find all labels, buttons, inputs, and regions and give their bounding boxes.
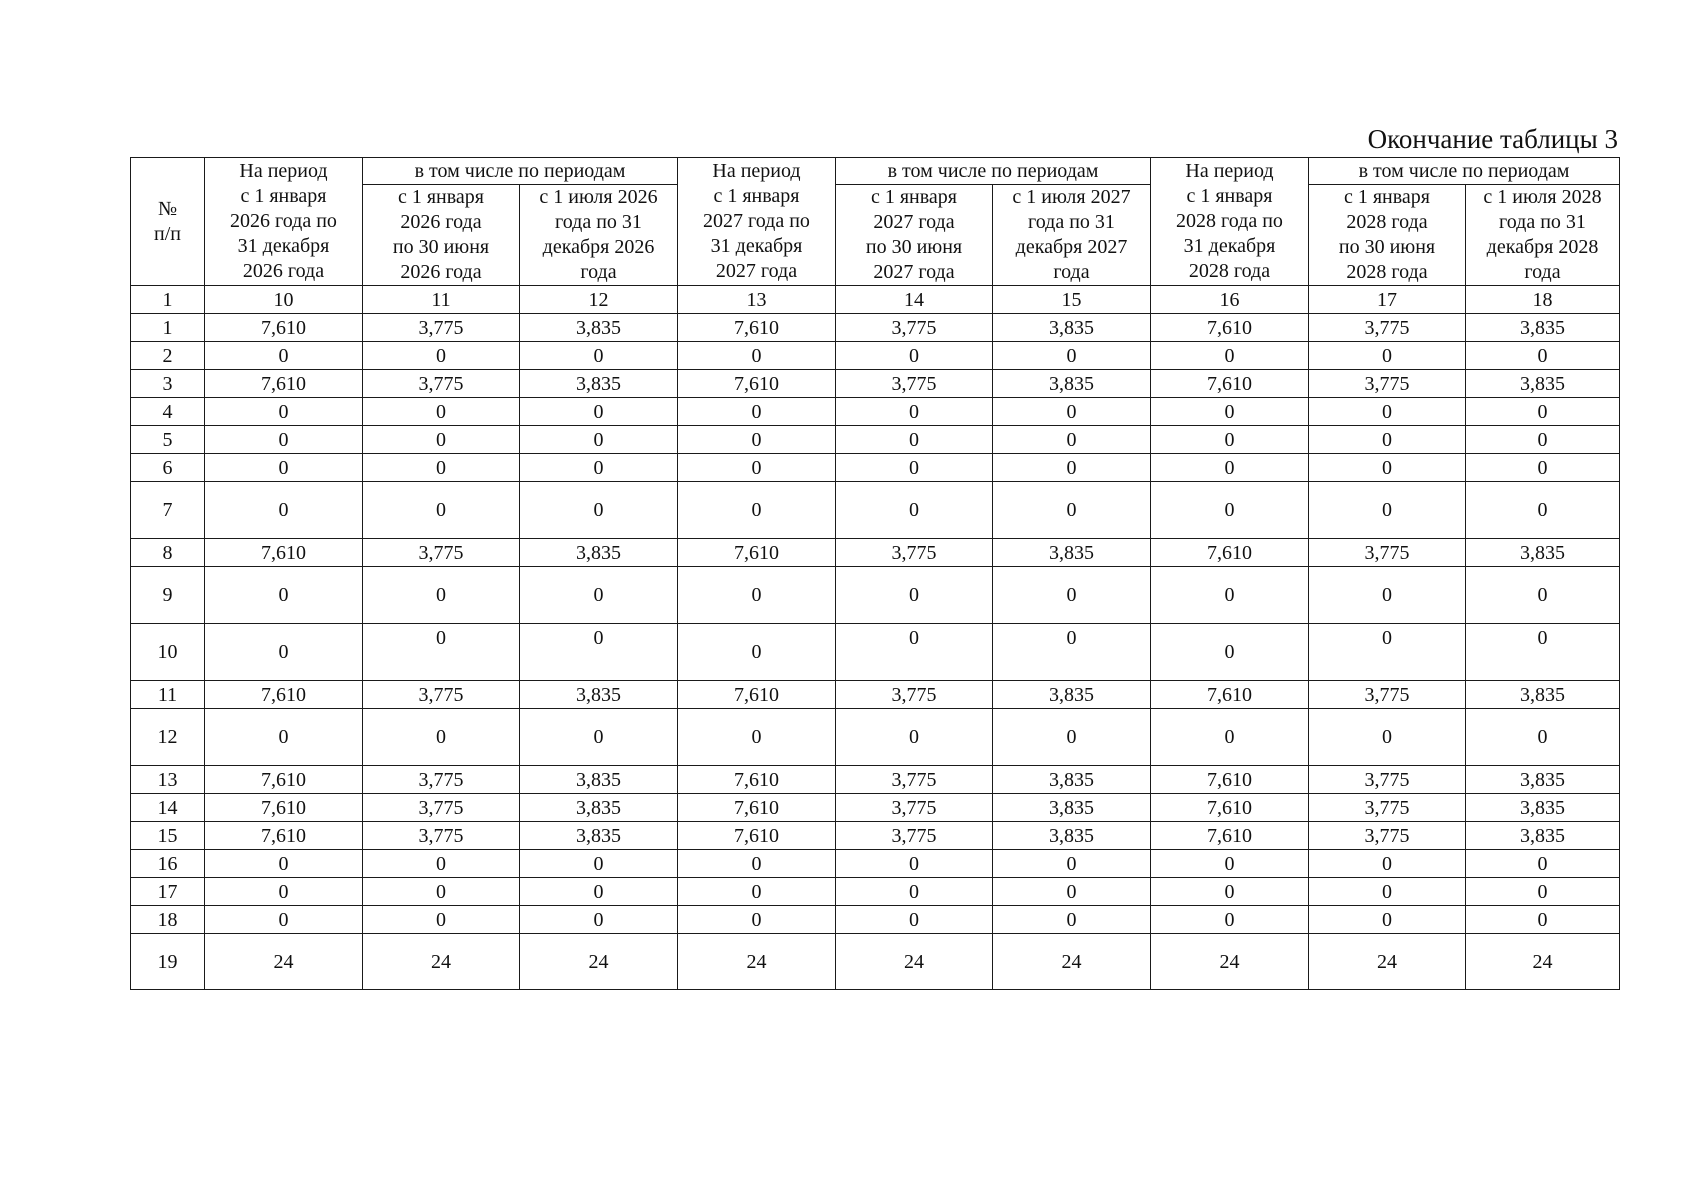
value-cell: 3,835 [520,681,678,709]
value-cell: 0 [678,454,836,482]
row-number-cell: 4 [131,398,205,426]
value-cell: 0 [520,624,678,681]
value-cell: 0 [1466,567,1620,624]
value-cell: 7,610 [1151,822,1309,850]
value-cell: 7,610 [205,681,363,709]
value-cell: 24 [1309,934,1466,990]
value-cell: 7,610 [1151,766,1309,794]
value-cell: 0 [363,454,520,482]
value-cell: 0 [520,850,678,878]
value-cell: 3,835 [520,539,678,567]
row-number-cell: 3 [131,370,205,398]
value-cell: 0 [520,426,678,454]
value-cell: 7,610 [205,794,363,822]
value-cell: 0 [520,454,678,482]
column-number: 15 [993,286,1151,314]
breakdown-2028-header: в том числе по периодам [1309,158,1620,185]
table-row [131,624,1620,681]
value-cell: 0 [836,482,993,539]
value-cell: 0 [1466,426,1620,454]
value-cell: 0 [836,850,993,878]
value-cell: 0 [363,906,520,934]
table-row [131,314,1620,342]
h2-2026-header: с 1 июля 2026 года по 31 декабря 2026 года [520,185,678,286]
value-cell: 3,775 [1309,822,1466,850]
value-cell: 7,610 [205,766,363,794]
period-2027-header: На период с 1 января 2027 года по 31 декабря 2027 года [678,158,836,286]
value-cell: 0 [993,426,1151,454]
value-cell: 7,610 [1151,370,1309,398]
row-number-cell: 11 [131,681,205,709]
value-cell: 0 [993,482,1151,539]
value-cell: 0 [1466,906,1620,934]
value-cell: 0 [205,454,363,482]
value-cell: 0 [836,624,993,681]
value-cell: 7,610 [205,822,363,850]
value-cell: 3,835 [993,681,1151,709]
value-cell: 0 [1151,906,1309,934]
value-cell: 0 [678,567,836,624]
value-cell: 0 [1309,624,1466,681]
row-number-cell: 5 [131,426,205,454]
value-cell: 0 [678,426,836,454]
value-cell: 0 [678,850,836,878]
row-number-cell: 12 [131,709,205,766]
table-row [131,822,1620,850]
value-cell: 7,610 [678,794,836,822]
table-header [131,158,1620,314]
value-cell: 0 [993,878,1151,906]
value-cell: 3,835 [993,370,1151,398]
breakdown-2026-header: в том числе по периодам [363,158,678,185]
value-cell: 3,775 [363,681,520,709]
value-cell: 0 [1466,709,1620,766]
table-row [131,342,1620,370]
h1-2027-header: с 1 января 2027 года по 30 июня 2027 года [836,185,993,286]
value-cell: 3,835 [1466,766,1620,794]
value-cell: 0 [678,906,836,934]
value-cell: 3,775 [836,822,993,850]
h2-2027-header: с 1 июля 2027 года по 31 декабря 2027 года [993,185,1151,286]
value-cell: 0 [678,398,836,426]
value-cell: 3,835 [520,370,678,398]
value-cell: 24 [836,934,993,990]
value-cell: 7,610 [678,766,836,794]
value-cell: 0 [993,906,1151,934]
value-cell: 24 [520,934,678,990]
column-number: 18 [1466,286,1620,314]
row-number-cell: 18 [131,906,205,934]
value-cell: 0 [1466,482,1620,539]
value-cell: 0 [1466,342,1620,370]
value-cell: 3,775 [836,681,993,709]
table-body [131,314,1620,990]
value-cell: 3,775 [1309,314,1466,342]
value-cell: 3,835 [993,794,1151,822]
value-cell: 7,610 [678,314,836,342]
value-cell: 24 [363,934,520,990]
value-cell: 3,775 [836,539,993,567]
value-cell: 24 [205,934,363,990]
value-cell: 0 [363,709,520,766]
row-number-cell: 1 [131,314,205,342]
table-row [131,906,1620,934]
value-cell: 0 [1466,624,1620,681]
value-cell: 0 [205,624,363,681]
column-number: 1 [131,286,205,314]
value-cell: 0 [520,906,678,934]
value-cell: 3,835 [993,539,1151,567]
table-row [131,681,1620,709]
value-cell: 0 [1309,426,1466,454]
value-cell: 3,775 [363,539,520,567]
value-cell: 0 [1151,482,1309,539]
table-row [131,878,1620,906]
value-cell: 0 [520,878,678,906]
value-cell: 3,775 [1309,370,1466,398]
value-cell: 3,835 [1466,370,1620,398]
value-cell: 0 [1466,850,1620,878]
value-cell: 3,775 [363,766,520,794]
value-cell: 3,775 [1309,766,1466,794]
value-cell: 7,610 [205,539,363,567]
value-cell: 0 [1309,906,1466,934]
value-cell: 7,610 [678,822,836,850]
value-cell: 0 [1309,567,1466,624]
value-cell: 0 [1151,624,1309,681]
value-cell: 0 [1151,426,1309,454]
value-cell: 0 [836,398,993,426]
h1-2028-header: с 1 января 2028 года по 30 июня 2028 года [1309,185,1466,286]
value-cell: 0 [1309,398,1466,426]
table-row [131,709,1620,766]
value-cell: 0 [836,567,993,624]
column-number: 13 [678,286,836,314]
column-number: 17 [1309,286,1466,314]
table-row [131,567,1620,624]
table-row [131,766,1620,794]
value-cell: 3,775 [836,370,993,398]
row-number-cell: 15 [131,822,205,850]
value-cell: 0 [1309,342,1466,370]
value-cell: 0 [363,624,520,681]
value-cell: 3,775 [363,314,520,342]
value-cell: 0 [205,342,363,370]
value-cell: 3,775 [1309,681,1466,709]
column-number: 14 [836,286,993,314]
value-cell: 3,835 [1466,794,1620,822]
row-number-cell: 16 [131,850,205,878]
value-cell: 24 [678,934,836,990]
value-cell: 3,775 [363,794,520,822]
value-cell: 0 [1466,454,1620,482]
value-cell: 7,610 [1151,539,1309,567]
data-table [130,157,1620,990]
value-cell: 0 [1151,342,1309,370]
row-number-cell: 9 [131,567,205,624]
value-cell: 7,610 [1151,794,1309,822]
table-row [131,794,1620,822]
row-number-cell: 6 [131,454,205,482]
table-row [131,934,1620,990]
value-cell: 0 [1309,482,1466,539]
table-row [131,398,1620,426]
value-cell: 0 [363,567,520,624]
row-number-header: № п/п [131,158,205,286]
period-2028-header: На период с 1 января 2028 года по 31 декабря 2028 года [1151,158,1309,286]
value-cell: 7,610 [1151,681,1309,709]
value-cell: 0 [1466,878,1620,906]
value-cell: 0 [363,482,520,539]
value-cell: 3,835 [1466,681,1620,709]
value-cell: 0 [1309,878,1466,906]
value-cell: 7,610 [678,539,836,567]
value-cell: 0 [993,398,1151,426]
value-cell: 0 [993,567,1151,624]
value-cell: 0 [836,342,993,370]
value-cell: 0 [520,342,678,370]
row-number-cell: 19 [131,934,205,990]
value-cell: 3,835 [1466,822,1620,850]
value-cell: 3,775 [1309,794,1466,822]
column-number: 11 [363,286,520,314]
value-cell: 0 [363,426,520,454]
value-cell: 3,835 [520,314,678,342]
column-number: 10 [205,286,363,314]
value-cell: 7,610 [678,681,836,709]
value-cell: 7,610 [205,370,363,398]
value-cell: 0 [678,624,836,681]
table-row [131,482,1620,539]
value-cell: 24 [993,934,1151,990]
value-cell: 0 [1466,398,1620,426]
value-cell: 0 [836,709,993,766]
value-cell: 0 [678,482,836,539]
value-cell: 3,775 [363,822,520,850]
value-cell: 0 [678,709,836,766]
table-caption: Окончание таблицы 3 [1367,124,1618,154]
h2-2028-header: с 1 июля 2028 года по 31 декабря 2028 года [1466,185,1620,286]
row-number-cell: 14 [131,794,205,822]
column-number: 16 [1151,286,1309,314]
value-cell: 0 [1151,878,1309,906]
value-cell: 24 [1151,934,1309,990]
value-cell: 0 [1151,567,1309,624]
value-cell: 0 [205,878,363,906]
value-cell: 0 [993,850,1151,878]
column-number: 12 [520,286,678,314]
value-cell: 0 [363,398,520,426]
value-cell: 0 [993,624,1151,681]
value-cell: 7,610 [1151,314,1309,342]
value-cell: 0 [1309,454,1466,482]
value-cell: 0 [1151,454,1309,482]
value-cell: 0 [520,709,678,766]
column-number-row [131,286,1620,314]
value-cell: 0 [836,454,993,482]
value-cell: 3,775 [836,794,993,822]
row-number-cell: 13 [131,766,205,794]
value-cell: 0 [1151,709,1309,766]
value-cell: 0 [205,906,363,934]
value-cell: 0 [1151,850,1309,878]
row-number-cell: 17 [131,878,205,906]
row-number-cell: 7 [131,482,205,539]
value-cell: 3,835 [520,794,678,822]
value-cell: 3,835 [520,822,678,850]
value-cell: 0 [205,482,363,539]
value-cell: 0 [520,482,678,539]
value-cell: 3,835 [1466,314,1620,342]
table-row [131,426,1620,454]
value-cell: 0 [205,567,363,624]
value-cell: 0 [363,342,520,370]
value-cell: 3,835 [993,314,1151,342]
value-cell: 7,610 [205,314,363,342]
value-cell: 0 [205,709,363,766]
value-cell: 0 [520,567,678,624]
value-cell: 0 [836,426,993,454]
value-cell: 3,775 [1309,539,1466,567]
breakdown-2027-header: в том числе по периодам [836,158,1151,185]
value-cell: 0 [520,398,678,426]
value-cell: 0 [1309,850,1466,878]
value-cell: 3,775 [836,314,993,342]
value-cell: 3,835 [993,766,1151,794]
value-cell: 0 [1151,398,1309,426]
value-cell: 3,775 [363,370,520,398]
table-row [131,370,1620,398]
table-row [131,454,1620,482]
row-number-cell: 8 [131,539,205,567]
value-cell: 0 [205,426,363,454]
table-row [131,850,1620,878]
value-cell: 0 [993,709,1151,766]
value-cell: 0 [205,850,363,878]
h1-2026-header: с 1 января 2026 года по 30 июня 2026 года [363,185,520,286]
table-row [131,539,1620,567]
value-cell: 3,835 [520,766,678,794]
value-cell: 0 [363,878,520,906]
value-cell: 0 [363,850,520,878]
value-cell: 0 [836,906,993,934]
value-cell: 3,775 [836,766,993,794]
period-2026-header: На период с 1 января 2026 года по 31 декабря 2026 года [205,158,363,286]
value-cell: 0 [1309,709,1466,766]
value-cell: 3,835 [993,822,1151,850]
value-cell: 0 [993,342,1151,370]
value-cell: 7,610 [678,370,836,398]
value-cell: 0 [678,878,836,906]
value-cell: 0 [678,342,836,370]
row-number-cell: 10 [131,624,205,681]
value-cell: 3,835 [1466,539,1620,567]
row-number-cell: 2 [131,342,205,370]
value-cell: 0 [205,398,363,426]
value-cell: 0 [836,878,993,906]
value-cell: 24 [1466,934,1620,990]
value-cell: 0 [993,454,1151,482]
